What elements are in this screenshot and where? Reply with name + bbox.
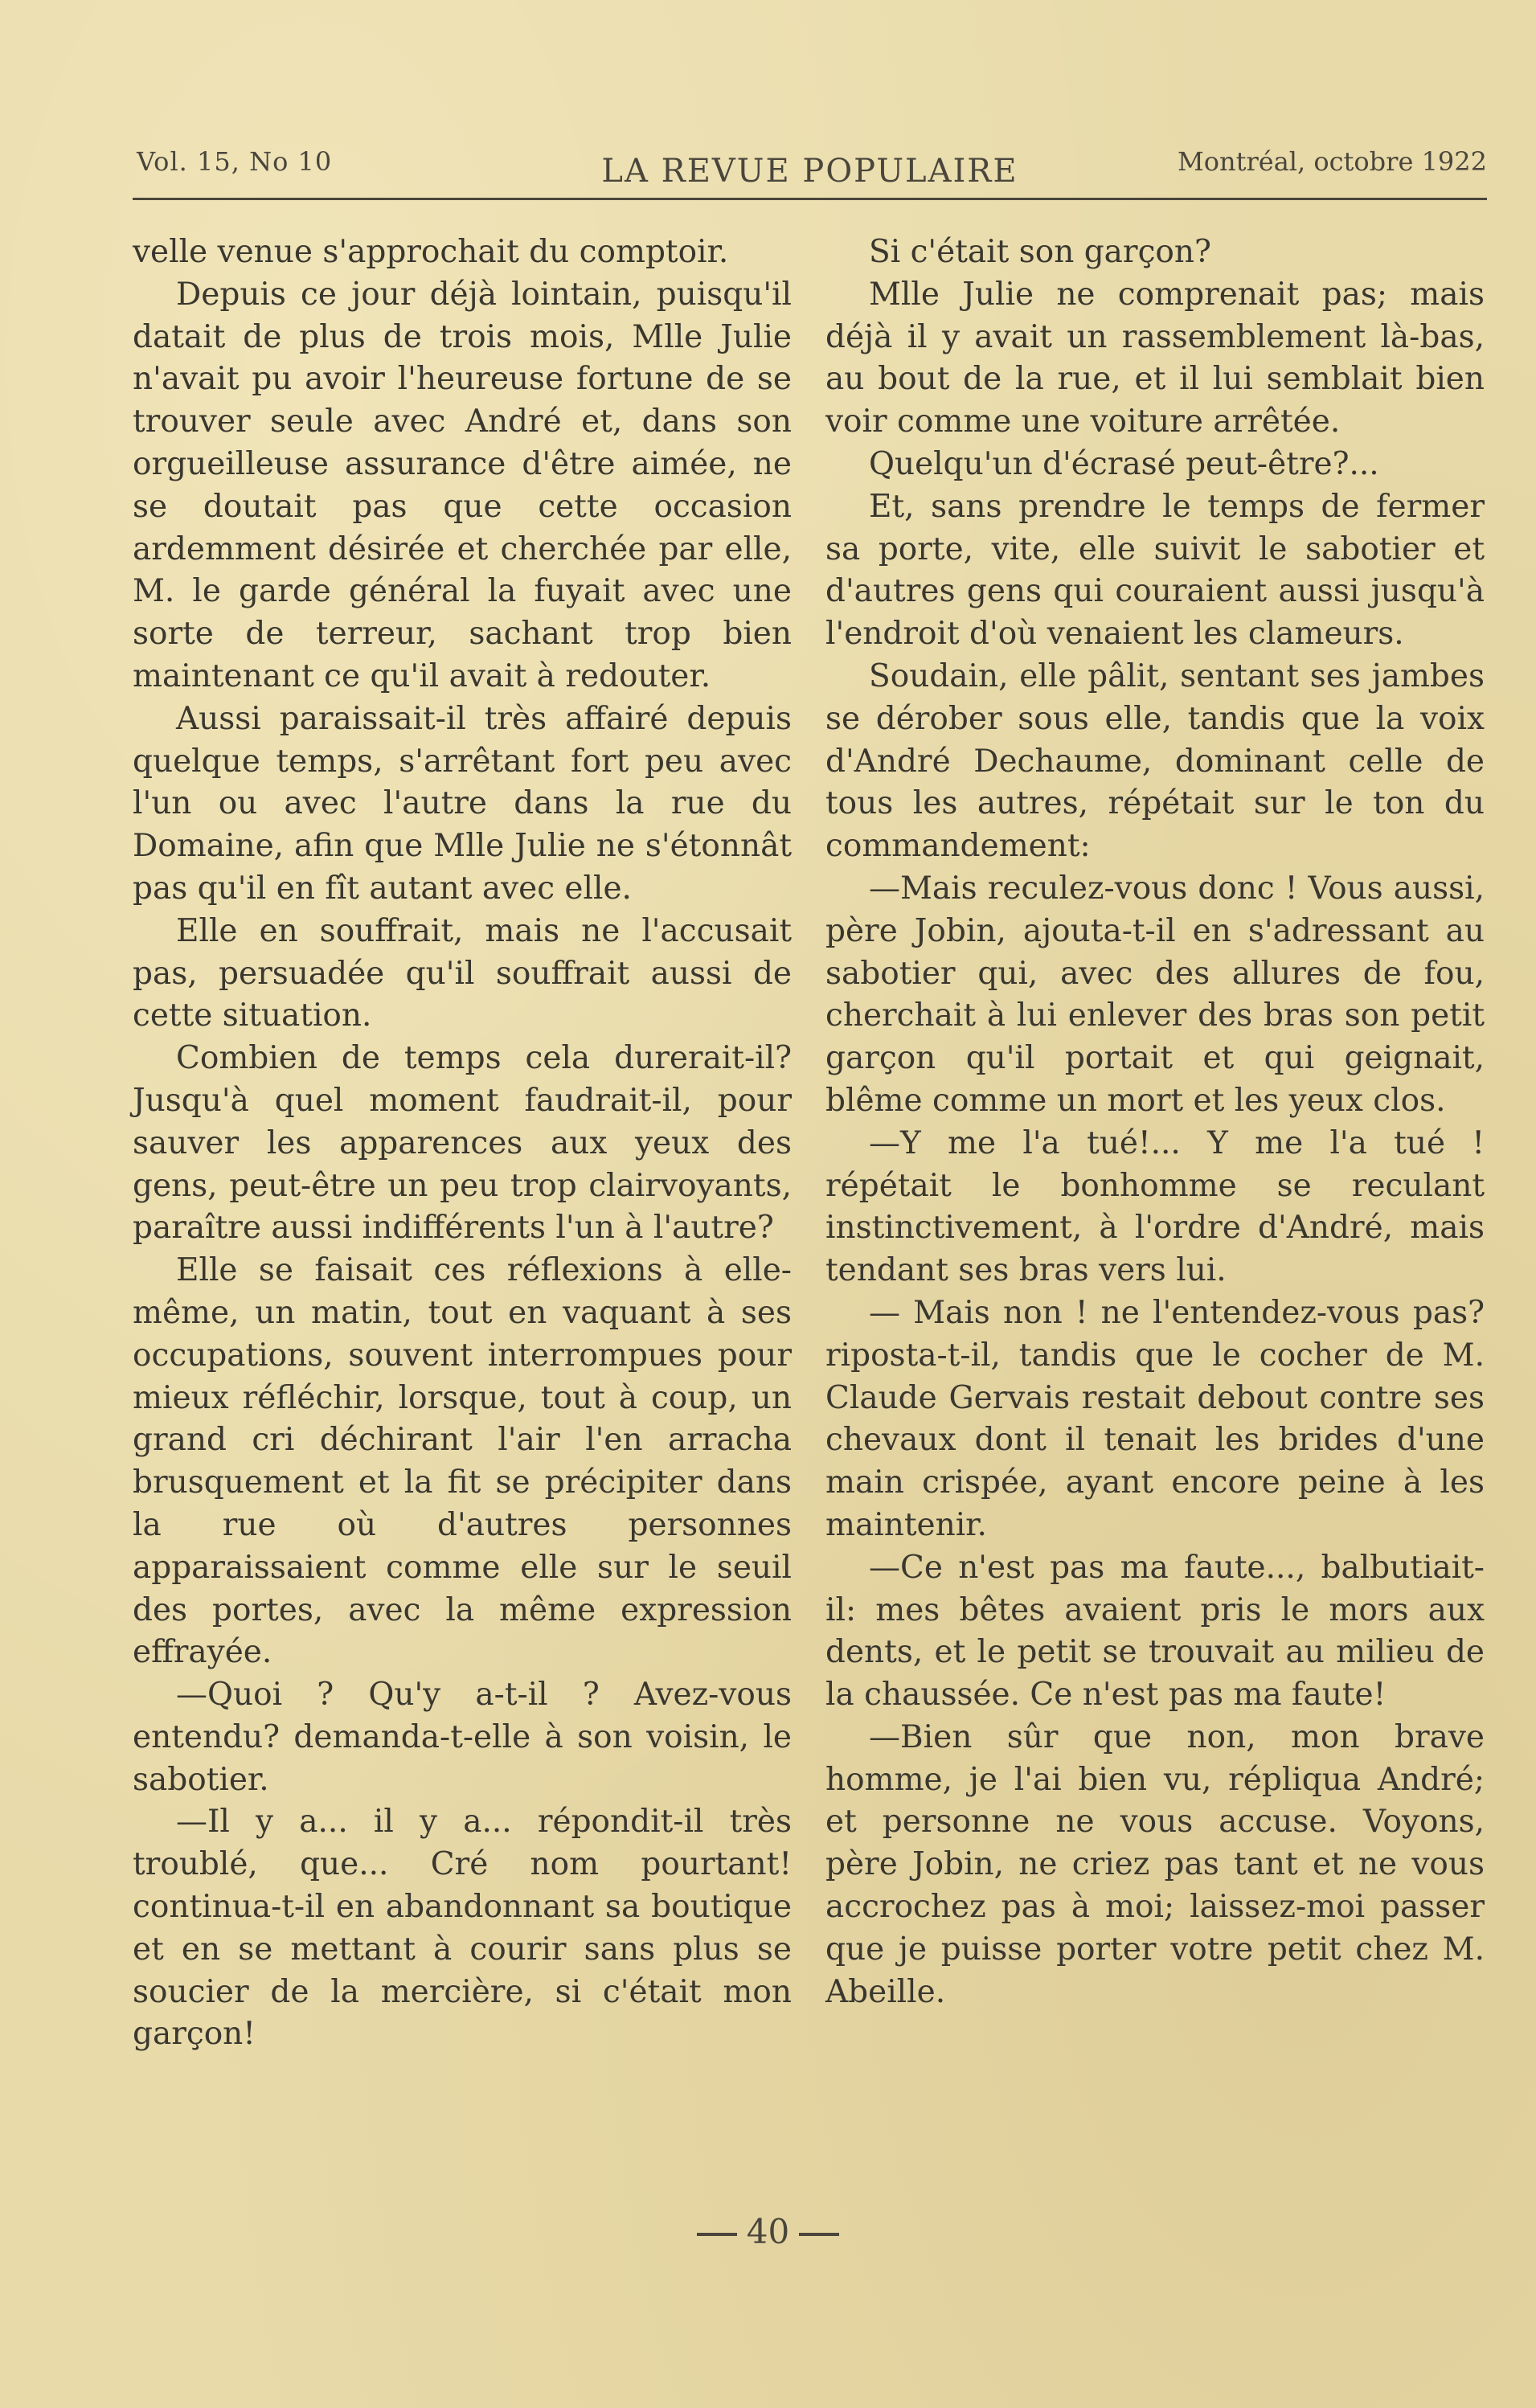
running-head [133, 143, 1487, 191]
paragraph: Et, sans prendre le temps de fermer sa porte, vite, elle suivit le sabotier et d'autres gens qui couraient aussi jusqu'à l'endroit d'où venaient les clameurs. [825, 488, 1485, 653]
paragraph: Elle se faisait ces réflexions à elle-même, un matin, tout en vaquant à ses occupations, souvent interrompues pour mieux réfléchir, lorsque, tout à coup, un grand cri déchirant l'air l'en arracha brusquement et la fit se précipiter dans la rue où d'autres personnes apparaissaient comme elle sur le seuil des portes, avec la même expression effrayée. [133, 1252, 792, 1671]
paragraph: —Il y a... il y a... répondit-il très troublé, que... Cré nom pourtant! continua-t-il en abandonnant sa boutique et en se mettant à courir sans plus se soucier de la mercière, si c'était mon garçon! [133, 1804, 792, 2053]
volume-number: Vol. 15, No 10 [137, 146, 333, 177]
paragraph: —Mais reculez-vous donc ! Vous aussi, père Jobin, ajouta-t-il en s'adressant au sabotier qui, avec des allures de fou, cherchait à lui enlever des bras son petit garçon qu'il portait et qui geignait, blême comme un mort et les yeux clos. [825, 870, 1485, 1119]
right-column [825, 231, 1485, 2013]
folio-dash-left [697, 2233, 737, 2236]
paragraph: Soudain, elle pâlit, sentant ses jambes se dérober sous elle, tandis que la voix d'André Dechaume, dominant celle de tous les autres, répétait sur le ton du commandement: [825, 657, 1485, 865]
header-rule [133, 198, 1487, 200]
left-column [133, 231, 792, 2056]
paragraph: —Bien sûr que non, mon brave homme, je l'ai bien vu, répliqua André; et personne ne vous accuse. Voyons, père Jobin, ne criez pas tant et ne vous accrochez pas à moi; laissez-moi passer que je puisse porter votre petit chez M. Abeille. [825, 1718, 1485, 2010]
paragraph: —Y me l'a tué!... Y me l'a tué ! répétait le bonhomme se reculant instinctivement, à l'ordre d'André, mais tendant ses bras vers lui. [825, 1124, 1485, 1289]
paragraph: Aussi paraissait-il très affairé depuis quelque temps, s'arrêtant fort peu avec l'un ou avec l'autre dans la rue du Domaine, afin que Mlle Julie ne s'étonnât pas qu'il en fît autant avec elle. [133, 700, 792, 907]
paragraph: Mlle Julie ne comprenait pas; mais déjà il y avait un rassemblement là-bas, au bout de la rue, et il lui semblait bien voir comme une voiture arrêtée. [825, 276, 1485, 440]
place-date: Montréal, octobre 1922 [1177, 146, 1487, 177]
page-number [0, 2212, 1536, 2251]
paragraph: —Ce n'est pas ma faute..., balbutiait-il: mes bêtes avaient pris le mors aux dents, et le petit se trouvait au milieu de la chaussée. Ce n'est pas ma faute! [825, 1549, 1485, 1714]
paragraph: —Quoi ? Qu'y a-t-il ? Avez-vous entendu? demanda-t-elle à son voisin, le sabotier. [133, 1677, 792, 1798]
paragraph: Elle en souffrait, mais ne l'accusait pas, persuadée qu'il souffrait aussi de cette situation. [133, 912, 792, 1034]
page-number-value: 40 [746, 2212, 790, 2251]
paragraph: Si c'était son garçon? [869, 234, 1211, 270]
journal-title: LA REVUE POPULAIRE [601, 153, 1018, 190]
paragraph: Combien de temps cela durerait-il? Jusqu'à quel moment faudrait-il, pour sauver les apparences aux yeux des gens, peut-être un peu trop clairvoyants, paraître aussi indifférents l'un à l'autre? [133, 1040, 792, 1247]
paragraph: — Mais non ! ne l'entendez-vous pas? riposta-t-il, tandis que le cocher de M. Claude Gervais restait debout contre ses chevaux dont il tenait les brides d'une main crispée, ayant encore peine à les maintenir. [825, 1294, 1485, 1543]
paragraph: Quelqu'un d'écrasé peut-être?... [869, 445, 1379, 482]
folio-dash-right [799, 2233, 839, 2236]
paragraph: Depuis ce jour déjà lointain, puisqu'il datait de plus de trois mois, Mlle Julie n'avait pu avoir l'heureuse fortune de se trouver seule avec André et, dans son orgueilleuse assurance d'être aimée, ne se doutait pas que cette occasion ardemment désirée et cherchée par elle, M. le garde général la fuyait avec une sorte de terreur, sachant trop bien maintenant ce qu'il avait à redouter. [133, 276, 792, 694]
paragraph: velle venue s'approchait du comptoir. [133, 234, 729, 270]
